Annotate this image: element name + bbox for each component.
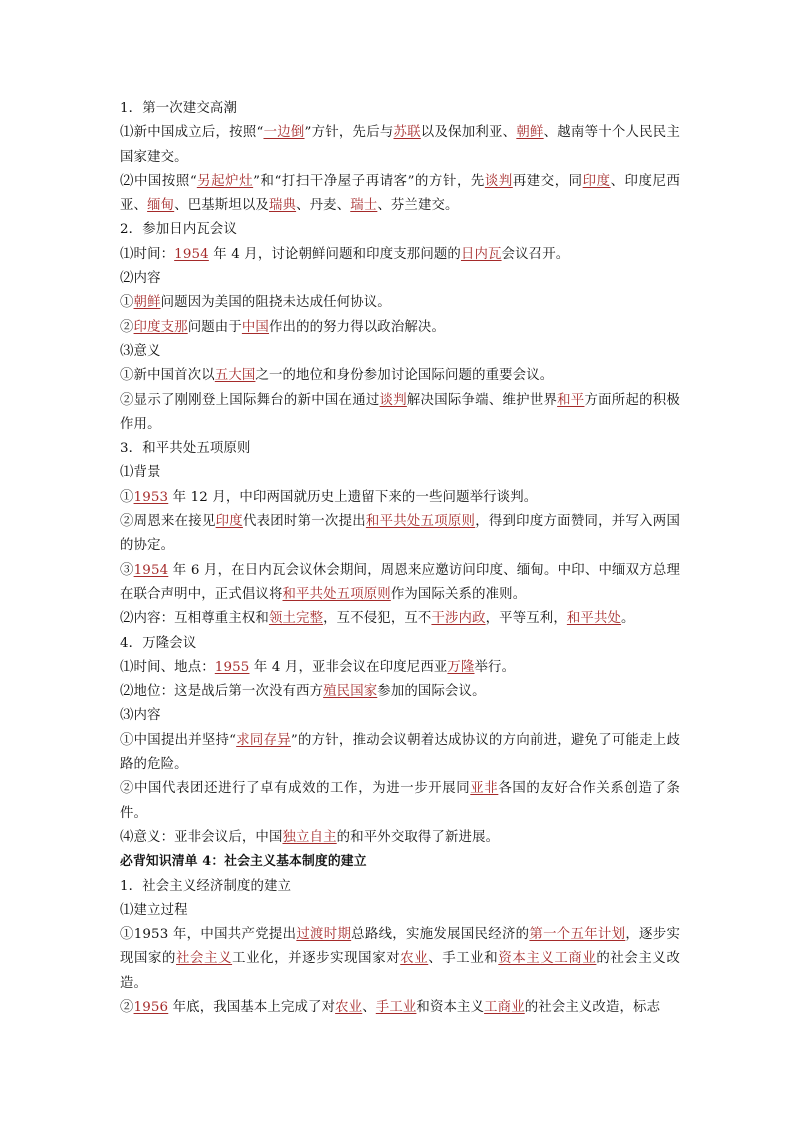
text-segment: 、巴基斯坦以及 (174, 198, 269, 214)
key-term: 手工业 (375, 999, 417, 1015)
text-segment: 年 4 月，讨论朝鲜问题和印度支那问题的 (208, 246, 461, 262)
text-segment: ⑶内容 (120, 708, 161, 724)
text-segment: 工业化，并逐步实现国家对 (232, 951, 401, 967)
text-line (120, 218, 680, 242)
key-term: 和平共处五项原则 (282, 586, 391, 602)
text-segment: ”和“打扫干净屋子再请客”的方针，先 (253, 173, 485, 189)
key-term: 日内瓦 (460, 246, 502, 262)
key-term: 五大国 (214, 368, 256, 384)
text-line (120, 559, 680, 608)
key-term: 苏联 (393, 125, 421, 141)
text-segment: 总路线，实施发展国民经济的 (351, 927, 530, 943)
key-term: 瑞士 (350, 198, 378, 214)
text-line (120, 656, 680, 680)
text-line (120, 996, 680, 1020)
text-line (120, 243, 680, 267)
key-term: 社会主义 (176, 951, 233, 967)
key-term: 资本主义工商业 (498, 951, 597, 967)
text-segment: ① (120, 489, 134, 505)
text-line (120, 680, 680, 704)
text-segment: 的社会主义改造。 (120, 951, 680, 991)
key-term: 第一个五年计划 (529, 927, 626, 943)
text-segment: 之一的地位和身份参加讨论国际问题的重要会议。 (255, 368, 554, 384)
text-segment: ⑵中国按照“ (120, 173, 197, 189)
text-segment: ”方针，先后与 (304, 125, 394, 141)
text-segment: 必背知识清单 4：社会主义基本制度的建立 (120, 854, 367, 870)
text-line (120, 923, 680, 996)
key-term: 印度 (215, 514, 243, 530)
text-line (120, 729, 680, 778)
key-term: 朝鲜 (133, 295, 161, 311)
text-segment: 作出的的努力得以政治解决。 (268, 319, 446, 335)
text-segment: 2．参加日内瓦会议 (120, 222, 237, 238)
key-term: 印度 (582, 173, 611, 189)
text-segment: 举行。 (474, 659, 516, 675)
text-line (120, 97, 680, 121)
key-term: 一边倒 (263, 125, 305, 141)
text-segment: 再建交，同 (512, 173, 583, 189)
text-segment: 以及保加利亚、 (420, 125, 517, 141)
text-segment: 4．万隆会议 (120, 635, 197, 651)
key-term: 谈判 (484, 173, 513, 189)
text-segment: 年 6 月，在日内瓦会议休会期间，周恩来应邀访问印度、缅甸。中印、中缅双方总理在联合声明中，正式倡议将 (120, 562, 680, 602)
key-term: 农业 (400, 951, 429, 967)
key-term: 过渡时期 (296, 927, 352, 943)
text-segment: ⑴新中国成立后，按照“ (120, 125, 264, 141)
text-segment: 代表团时第一次提出 (242, 514, 366, 530)
text-segment: 、印度尼西亚、 (120, 173, 680, 214)
key-term: 印度支那 (133, 319, 188, 335)
text-segment: 的和平外交取得了新进展。 (336, 829, 500, 845)
text-line (120, 340, 680, 364)
text-segment: 参加的国际会议。 (377, 684, 486, 700)
text-segment: ⑴时间： (120, 246, 175, 262)
text-segment: ⑴时间、地点： (120, 659, 215, 675)
text-line (120, 632, 680, 656)
key-term: 领土完整 (268, 611, 324, 627)
document-body (120, 97, 680, 1020)
text-segment: 作为国际关系的准则。 (390, 586, 527, 602)
text-line (120, 899, 680, 923)
text-segment: ②周恩来在接见 (120, 514, 216, 530)
text-segment: ，互不侵犯，互不 (323, 611, 432, 627)
text-segment: ② (120, 319, 134, 335)
key-term: 1955 (214, 659, 250, 675)
key-term: 缅甸 (147, 198, 175, 214)
text-segment: 、越南等十个人民民主国家建交。 (120, 125, 680, 165)
text-segment: ② (120, 999, 134, 1015)
text-segment: ⑵内容 (120, 271, 161, 287)
text-line (120, 267, 680, 291)
section-heading (120, 850, 680, 874)
text-segment: ⑵地位：这是战后第一次没有西方 (120, 684, 324, 700)
text-segment: ②显示了刚刚登上国际舞台的新中国在通过 (120, 392, 380, 408)
text-segment: 各国的友好合作关系创造了条件。 (120, 781, 681, 821)
text-line (120, 291, 680, 315)
key-term: 殖民国家 (323, 684, 378, 700)
text-segment: ，逐步实现国家的 (120, 927, 680, 967)
text-segment: ③ (120, 562, 134, 578)
text-segment: 会议召开。 (501, 246, 570, 262)
text-line (120, 777, 680, 826)
key-term: 和平共处 (566, 611, 622, 627)
text-segment: ，平等互利， (485, 611, 567, 627)
text-line (120, 364, 680, 388)
text-segment: ①中国提出并坚持“ (120, 732, 237, 748)
text-segment: 、芬兰建交。 (377, 198, 459, 214)
key-term: 农业 (335, 999, 363, 1015)
key-term: 求同存异 (236, 732, 291, 748)
text-line (120, 316, 680, 340)
key-term: 另起炉灶 (196, 173, 254, 189)
text-segment: 的社会主义改造，标志 (524, 999, 661, 1015)
key-term: 1953 (133, 489, 169, 505)
text-line (120, 461, 680, 485)
text-segment: 、手工业和 (428, 951, 499, 967)
text-line (120, 170, 680, 219)
text-segment: 解决国际争端、维护世界 (406, 392, 558, 408)
key-term: 中国 (241, 319, 269, 335)
key-term: 瑞典 (268, 198, 297, 214)
key-term: 和平共处五项原则 (365, 514, 476, 530)
text-segment: ，得到印度方面赞同，并写入两国的协定。 (120, 514, 680, 554)
text-segment: 和资本主义 (416, 999, 485, 1015)
text-segment: 年 4 月，亚非会议在印度尼西亚 (249, 659, 448, 675)
text-line (120, 607, 680, 631)
text-segment: ②中国代表团还进行了卓有成效的工作，为进一步开展同 (120, 781, 471, 797)
text-line (120, 121, 680, 170)
text-segment: ⑷意义：亚非会议后，中国 (120, 829, 283, 845)
key-term: 1954 (174, 246, 209, 262)
text-segment: ①新中国首次以 (120, 368, 215, 384)
text-segment: ⑴背景 (120, 465, 161, 481)
key-term: 谈判 (379, 392, 407, 408)
text-segment: 方面所起的积极作用。 (120, 392, 680, 432)
text-segment: 问题因为美国的阻挠未达成任何协议。 (160, 295, 391, 311)
key-term: 1954 (133, 562, 169, 578)
key-term: 独立自主 (282, 829, 337, 845)
text-segment: ①1953 年，中国共产党提出 (120, 927, 297, 943)
text-line (120, 704, 680, 728)
text-line (120, 826, 680, 850)
text-segment: ⑴建立过程 (120, 902, 188, 918)
text-segment: ”的方针，推动会议朝着达成协议的方向前进，避免了可能走上歧路的危险。 (120, 732, 680, 773)
text-line (120, 486, 680, 510)
text-segment: 年底，我国基本上完成了对 (168, 999, 336, 1015)
text-segment: 1．社会主义经济制度的建立 (120, 878, 292, 894)
text-segment: 、丹麦、 (296, 198, 351, 214)
text-segment: 1．第一次建交高潮 (120, 101, 237, 116)
key-term: 朝鲜 (516, 125, 544, 141)
text-line (120, 389, 680, 438)
text-segment: ① (120, 295, 134, 311)
text-line (120, 875, 680, 899)
text-line (120, 510, 680, 559)
key-term: 亚非 (470, 781, 499, 797)
text-segment: 、 (362, 999, 376, 1015)
key-term: 万隆 (447, 659, 475, 675)
text-segment: 年 12 月，中印两国就历史上遗留下来的一些问题举行谈判。 (168, 489, 538, 505)
text-segment: 问题由于 (187, 319, 242, 335)
key-term: 和平 (557, 392, 585, 408)
text-segment: ⑵内容：互相尊重主权和 (120, 611, 269, 627)
text-segment: 。 (621, 611, 635, 627)
text-segment: ⑶意义 (120, 343, 161, 359)
key-term: 干涉内政 (431, 611, 486, 627)
text-segment: 3．和平共处五项原则 (120, 441, 251, 457)
text-line (120, 437, 680, 461)
key-term: 1956 (133, 999, 169, 1015)
key-term: 工商业 (484, 999, 525, 1015)
